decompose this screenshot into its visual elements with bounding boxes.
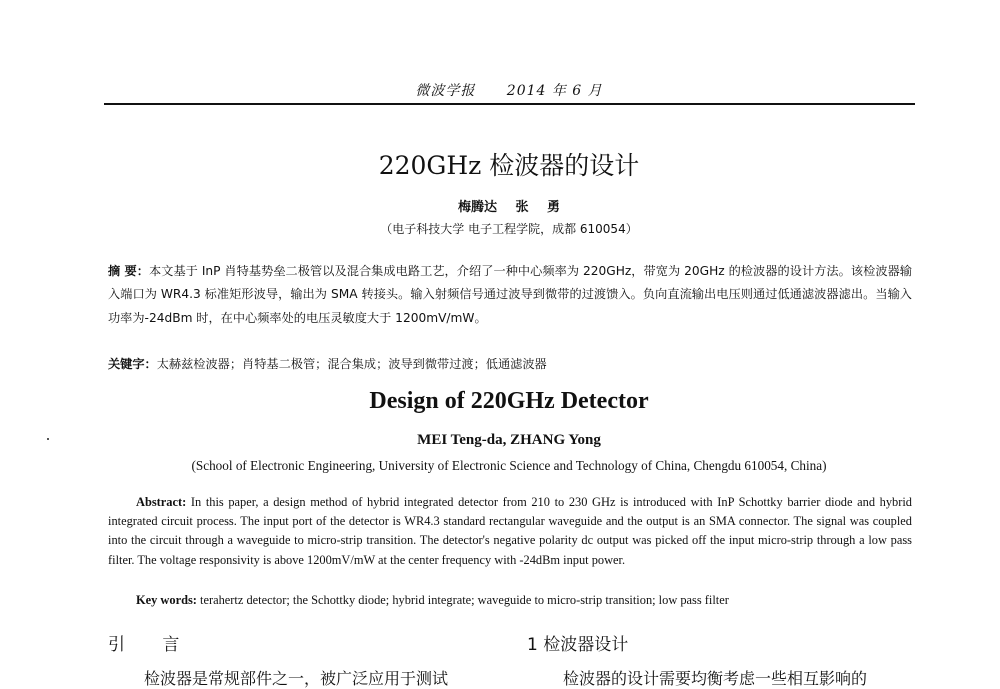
abstract-cn <box>108 260 912 330</box>
paper-title-en: Design of 220GHz Detector <box>369 388 649 414</box>
section-heading-intro: 引 言 <box>108 635 196 655</box>
authors-en: MEI Teng-da, ZHANG Yong <box>417 432 601 448</box>
body-text-intro: 检波器是常规部件之一，被广泛应用于测试 <box>144 669 449 688</box>
abstract-en-label: Abstract: <box>136 495 187 509</box>
authors-cn: 梅腾达 张 勇 <box>457 200 561 215</box>
affiliation-en: (School of Electronic Engineering, University of Electronic Science and Technology of China, Chengdu 610054, China) <box>191 458 827 473</box>
issue-date: 2014 年 6 月 <box>506 83 603 99</box>
keywords-en-label: Key words: <box>136 593 197 607</box>
section-heading-detector-design: 1 检波器设计 <box>527 635 629 655</box>
keywords-en-text: terahertz detector; the Schottky diode; hybrid integrate; waveguide to micro-strip transition; low pass filter <box>196 593 729 607</box>
keywords-cn <box>108 355 912 372</box>
scan-dot <box>47 438 49 440</box>
abstract-cn-label: 摘 要： <box>108 264 149 278</box>
affiliation-cn: （电子科技大学 电子工程学院，成都 610054） <box>380 222 638 236</box>
paper-title-cn: 220GHz 检波器的设计 <box>378 151 640 180</box>
running-header <box>104 80 914 100</box>
keywords-cn-text: 太赫兹检波器；肖特基二极管；混合集成；波导到微带过渡；低通滤波器 <box>156 357 547 371</box>
keywords-cn-label: 关键字： <box>108 357 157 371</box>
keywords-en <box>136 593 912 608</box>
journal-name: 微波学报 <box>415 83 476 99</box>
abstract-en-text: In this paper, a design method of hybrid integrated detector from 210 to 230 GHz is introduced with InP Schottky barrier diode and hybrid integrated circuit process. The input port of the detector is WR4.3 standard rectangular waveguide and the output is an SMA connector. The signal was coupled into the circuit through a waveguide to micro-strip transition. The detector's negative polarity dc output was picked off the input micro-strip through a low pass filter. The voltage responsivity is above 1200mV/mW at the center frequency with -24dBm input power. <box>108 495 912 567</box>
abstract-en <box>108 493 912 570</box>
abstract-cn-text: 本文基于 InP 肖特基势垒二极管以及混合集成电路工艺，介绍了一种中心频率为 220GHz，带宽为 20GHz 的检波器的设计方法。该检波器输入端口为 WR4.3 标准矩形波导，输出为 SMA 转接头。输入射频信号通过波导到微带的过渡馈入。负向直流输出电压则通过低通滤波器滤出。当输入功率为-24dBm 时，在中心频率处的电压灵敏度大于 1200mV/mW。 <box>108 264 912 325</box>
header-rule <box>104 103 915 105</box>
body-text-section1: 检波器的设计需要均衡考虑一些相互影响的 <box>563 669 868 688</box>
